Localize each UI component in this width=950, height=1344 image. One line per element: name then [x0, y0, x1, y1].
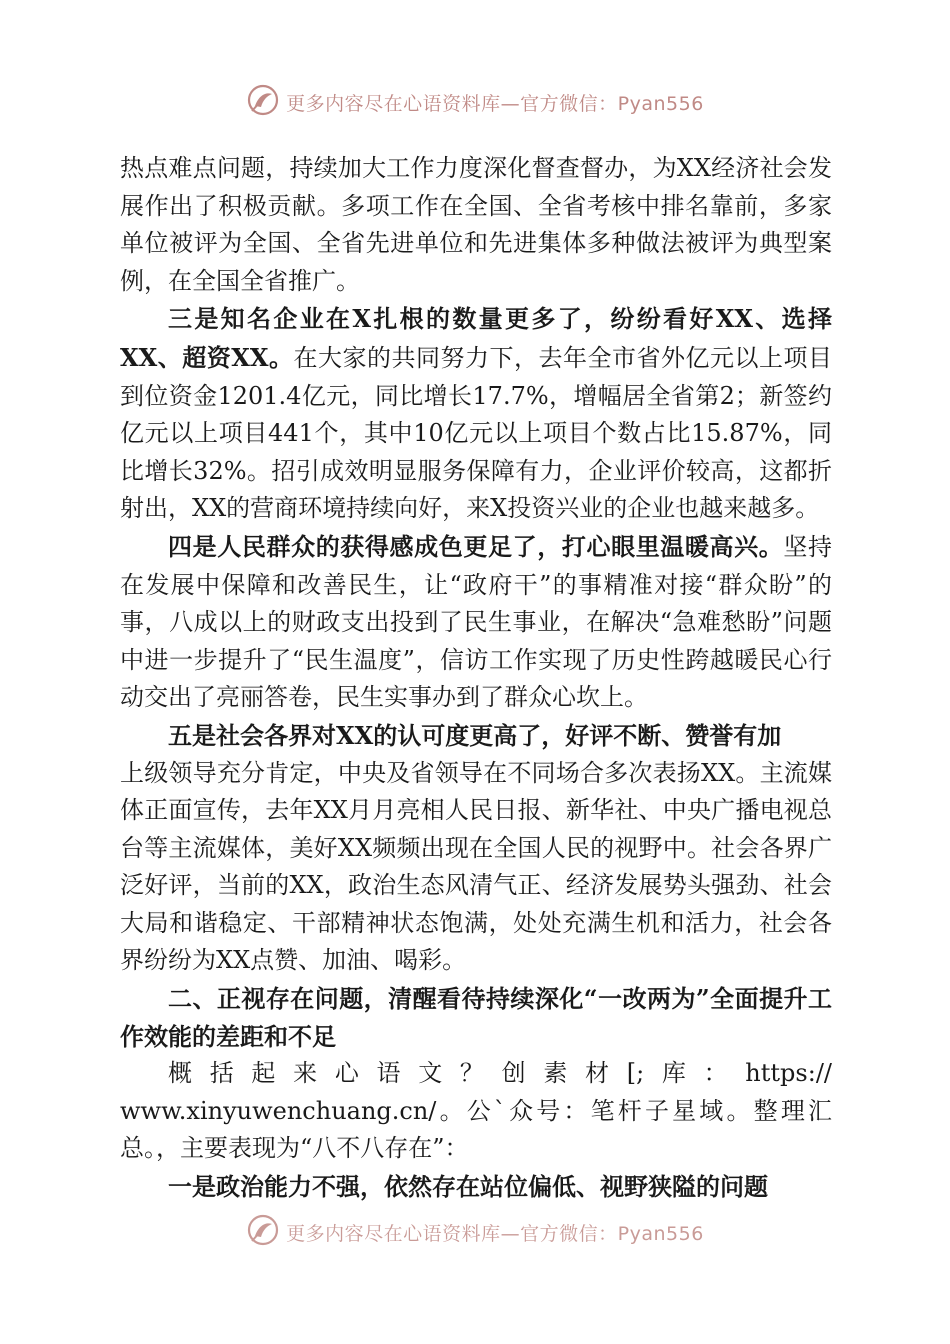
section-heading: 二、正视存在问题，清醒看待持续深化“一改两为”全面提升工作效能的差距和不足: [120, 984, 832, 1051]
watermark-logo-icon: [246, 1213, 280, 1252]
paragraph-4-heading: 五是社会各界对XX的认可度更高了，好评不断、赞誉有加: [168, 720, 782, 750]
watermark-text: 更多内容尽在心语资料库—官方微信：Pyan556: [286, 92, 704, 115]
paragraph-3-text: 坚持在发展中保障和改善民生，让“政府干”的事精准对接“群众盼”的事，八成以上的财政支出投到了民生事业，在解决“急难愁盼”问题中进一步提升了“民生温度”，信访工作实现了历史性跨越暖民心行动交出了亮丽答卷，民生实事办到了群众心坎上。: [120, 532, 833, 712]
watermark-logo-icon: [246, 83, 280, 122]
paragraph-6-line-1: 概括起来心语文？创素材[;库：https://: [168, 1059, 832, 1088]
paragraph-6-line-2: www.xinyuwenchuang.cn/。公`众号：笔杆子星域。整理汇总。，主要表现为“八不八存在”：: [120, 1096, 832, 1163]
paragraph-7-heading: 一是政治能力不强，依然存在站位偏低、视野狭隘的问题: [168, 1172, 768, 1202]
paragraph-2-text: 在大家的共同努力下，去年全市省外亿元以上项目到位资金1201.4亿元，同比增长17.7%，增幅居全省第2；新签约亿元以上项目441个，其中10亿元以上项目个数占比15.87%，同比增长32%。招引成效明显服务保障有力，企业评价较高，这都折射出，XX的营商环境持续向好，来X投资兴业的企业也越来越多。: [120, 343, 833, 523]
watermark-text: 更多内容尽在心语资料库—官方微信：Pyan556: [286, 1222, 704, 1245]
paragraph-3: [120, 528, 832, 717]
document-body: [120, 150, 832, 1206]
paragraph-3-heading: 四是人民群众的获得感成色更足了，打心眼里温暖高兴。: [168, 531, 784, 561]
paragraph-2: [120, 300, 832, 528]
paragraph-2-heading: 三是知名企业在X扎根的数量更多了，纷纷看好XX、选择XX、超资XX。: [120, 304, 832, 372]
paragraph-1: 热点难点问题，持续加大工作力度深化督查督办，为XX经济社会发展作出了积极贡献。多项工作在全国、全省考核中排名靠前，多家单位被评为全国、全省先进单位和先进集体多种做法被评为典型案例，在全国全省推广。: [120, 154, 832, 295]
header-watermark: [0, 82, 950, 122]
footer-watermark: [0, 1212, 950, 1252]
paragraph-4-text: 上级领导充分肯定，中央及省领导在不同场合多次表扬XX。主流媒体正面宣传，去年XX月月亮相人民日报、新华社、中央广播电视总台等主流媒体，美好XX频频出现在全国人民的视野中。社会各界广泛好评，当前的XX，政治生态风清气正、经济发展势头强劲、社会大局和谐稳定、干部精神状态饱满，处处充满生机和活力，社会各界纷纷为XX点赞、加油、喝彩。: [120, 758, 832, 975]
